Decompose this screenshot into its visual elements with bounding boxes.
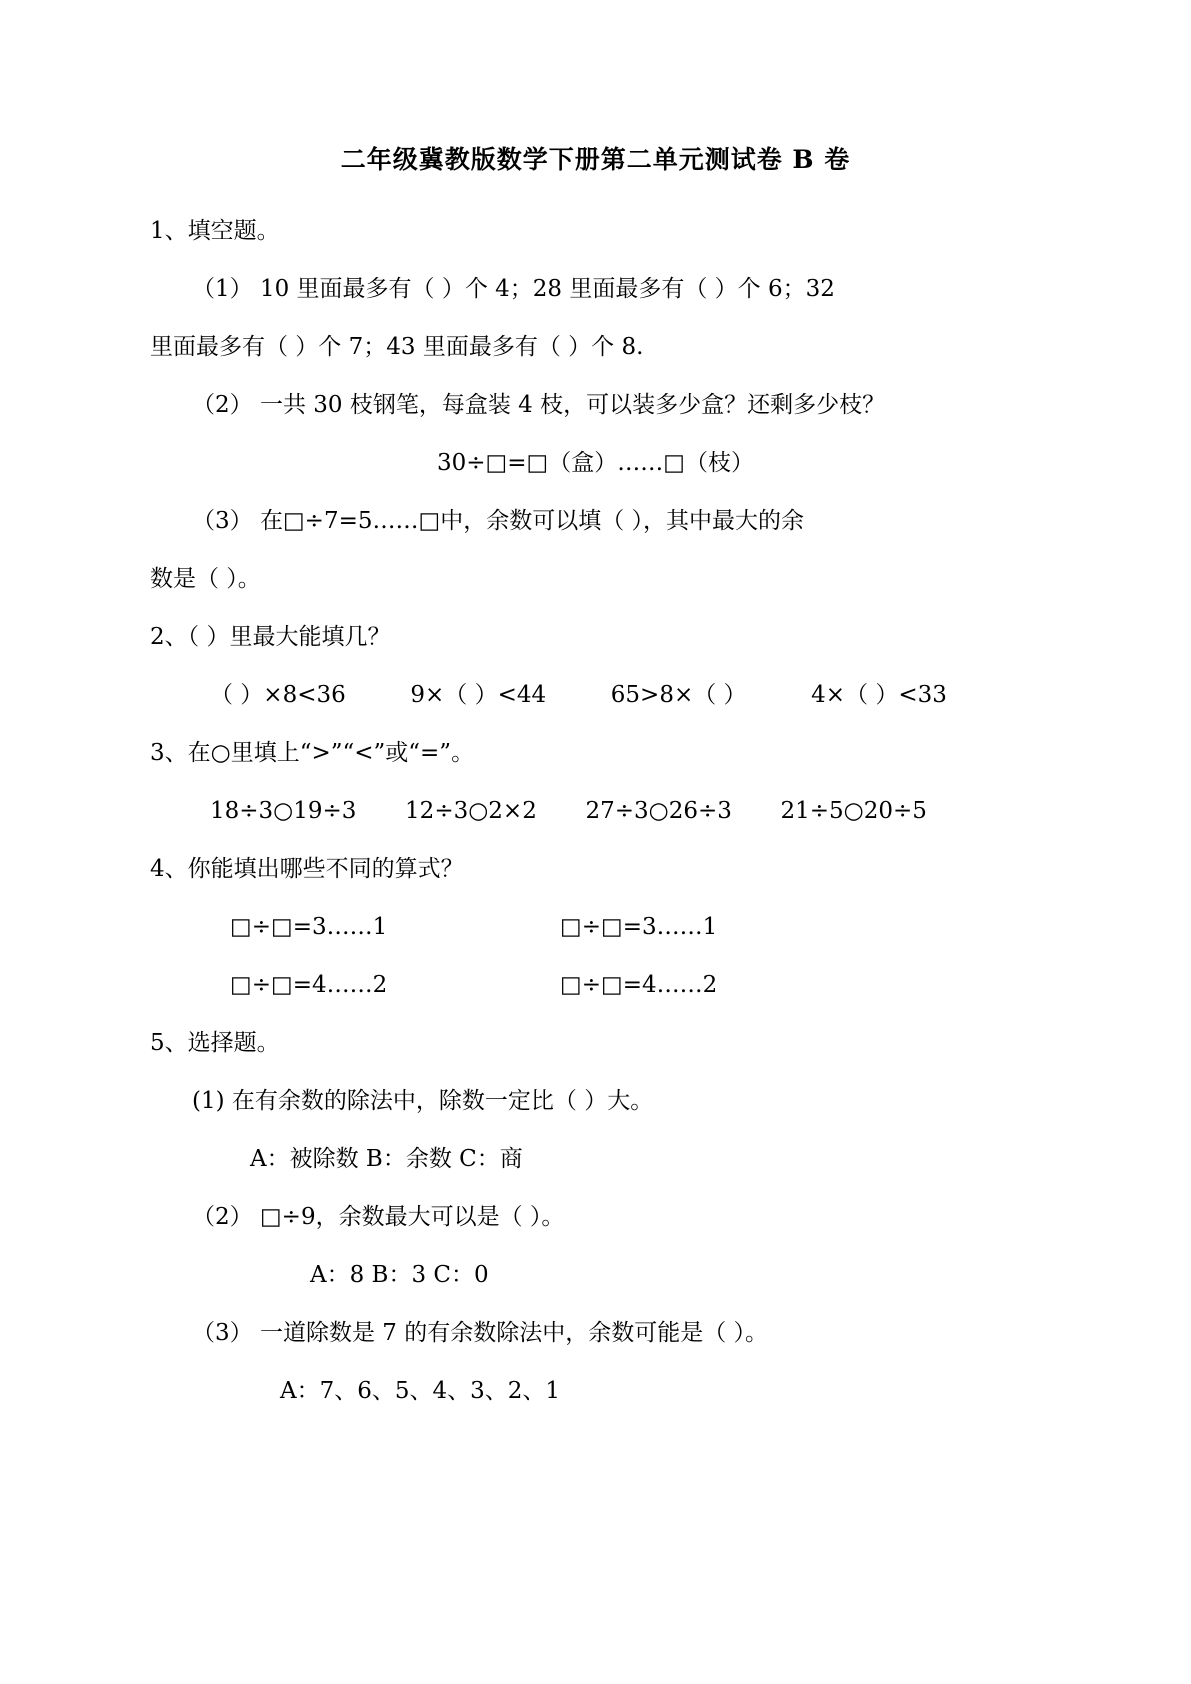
q4-row2-col2: □÷□=4……2	[560, 972, 718, 998]
q4-row-1	[150, 898, 1041, 956]
q4-row1-col1: □÷□=3……1	[230, 914, 388, 940]
q3-items	[150, 782, 1041, 840]
question-1	[150, 202, 1041, 608]
question-3	[150, 724, 1041, 840]
page-title: 二年级冀教版数学下册第二单元测试卷 B 卷	[340, 145, 851, 174]
q4-row1-col2: □÷□=3……1	[560, 914, 718, 940]
q4-row2-col1: □÷□=4……2	[230, 972, 388, 998]
q1-sub3-line1: （3） 在□÷7=5……□中，余数可以填（ ），其中最大的余	[192, 508, 805, 534]
q3-heading: 3、在○里填上“>”“<”或“=”。	[150, 740, 475, 766]
q3-item-2: 12÷3○2×2	[405, 798, 537, 824]
q2-item-4: 4×（ ）<33	[811, 682, 947, 708]
question-2	[150, 608, 1041, 724]
q4-heading: 4、你能填出哪些不同的算式？	[150, 856, 464, 882]
q5-sub2: （2） □÷9，余数最大可以是（ ）。	[192, 1204, 565, 1230]
q1-sub1-line2: 里面最多有（ ）个 7；43 里面最多有（ ）个 8.	[150, 334, 644, 360]
q3-item-1: 18÷3○19÷3	[210, 798, 357, 824]
q5-sub3-options: A：7、6、5、4、3、2、1	[280, 1378, 561, 1404]
q2-item-1: （ ）×8<36	[210, 682, 346, 708]
q5-heading: 5、选择题。	[150, 1030, 280, 1056]
q5-sub1-options: A：被除数 B：余数 C：商	[250, 1146, 523, 1172]
question-5	[150, 1014, 1041, 1420]
question-4	[150, 840, 1041, 1014]
q3-item-4: 21÷5○20÷5	[780, 798, 927, 824]
q5-sub3: （3） 一道除数是 7 的有余数除法中，余数可能是（ ）。	[192, 1320, 769, 1346]
q5-sub1: (1) 在有余数的除法中，除数一定比（ ）大。	[192, 1088, 654, 1114]
q3-item-3: 27÷3○26÷3	[585, 798, 732, 824]
q1-sub3-line2: 数是（ ）。	[150, 566, 261, 592]
q1-sub1-line1: （1） 10 里面最多有（ ）个 4；28 里面最多有（ ）个 6；32	[192, 276, 835, 302]
q2-items	[150, 666, 1041, 724]
q5-sub2-options: A：8 B：3 C：0	[310, 1262, 489, 1288]
q2-item-3: 65>8×（ ）	[610, 682, 747, 708]
q4-row-2	[150, 956, 1041, 1014]
q2-item-2: 9×（ ）<44	[410, 682, 547, 708]
q2-heading: 2、（ ）里最大能填几？	[150, 624, 391, 650]
q1-sub2: （2） 一共 30 枝钢笔，每盒装 4 枝，可以装多少盒？还剩多少枝？	[192, 392, 886, 418]
q1-sub2-formula: 30÷□=□（盒）……□（枝）	[436, 450, 754, 476]
q1-heading: 1、填空题。	[150, 218, 280, 244]
